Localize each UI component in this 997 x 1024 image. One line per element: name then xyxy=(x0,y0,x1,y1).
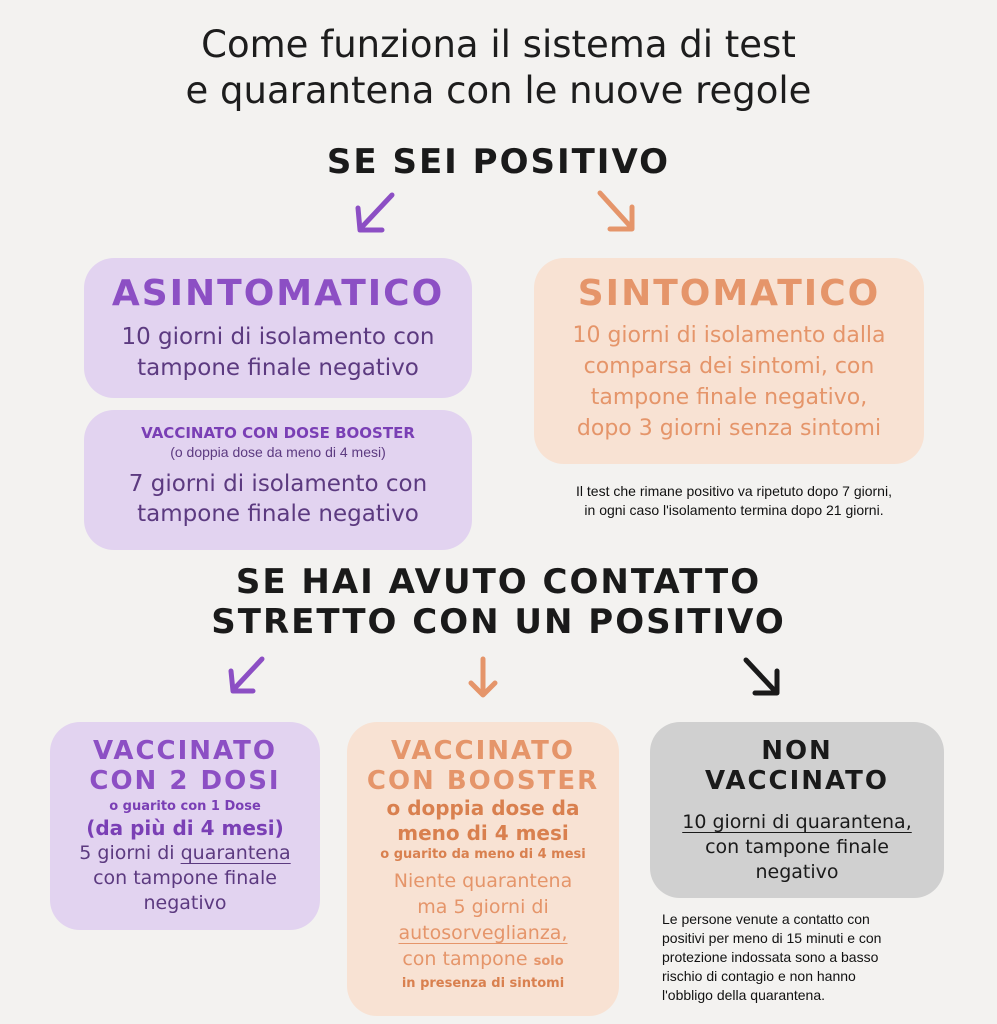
asymptomatic-box xyxy=(84,258,472,398)
booster-contact-line-4-pre: con tampone xyxy=(402,948,534,970)
title-line-1: Come funziona il sistema di test xyxy=(201,23,796,66)
booster-isolation-line-2: tampone finale negativo xyxy=(137,501,419,527)
contact-heading-line-1: SE HAI AVUTO CONTATTO xyxy=(235,562,762,602)
symptomatic-line-3: tampone finale negativo, xyxy=(590,385,868,410)
positive-note-line-2: in ogni caso l'isolamento termina dopo 21 giorni. xyxy=(584,502,884,518)
booster-contact-sub-1: o doppia dose da xyxy=(386,796,580,820)
two-doses-line-1-underlined: quarantena xyxy=(180,842,291,864)
contact-heading xyxy=(0,562,997,642)
contact-heading-line-2: STRETTO CON UN POSITIVO xyxy=(211,602,786,642)
two-doses-small: o guarito con 1 Dose xyxy=(109,799,261,814)
unvaccinated-line-1: 10 giorni di quarantena, xyxy=(682,811,912,833)
title-line-2: e quarantena con le nuove regole xyxy=(185,69,812,112)
booster-isolation-subtitle: (o doppia dose da meno di 4 mesi) xyxy=(170,444,386,460)
arrow-down-left-icon xyxy=(352,190,402,240)
contact-note xyxy=(662,910,952,1005)
unvaccinated-line-3: negativo xyxy=(755,861,839,883)
booster-contact-line-5: in presenza di sintomi xyxy=(401,976,565,991)
booster-isolation-line-1: 7 giorni di isolamento con xyxy=(128,471,428,497)
booster-contact-title-line-2: CON BOOSTER xyxy=(366,766,600,796)
symptomatic-title: SINTOMATICO xyxy=(577,273,881,314)
positive-note-line-1: Il test che rimane positivo va ripetuto dopo 7 giorni, xyxy=(576,483,892,499)
asymptomatic-line-2: tampone finale negativo xyxy=(137,355,419,381)
asymptomatic-title: ASINTOMATICO xyxy=(111,273,445,314)
arrow-down-icon xyxy=(466,655,500,701)
symptomatic-line-4: dopo 3 giorni senza sintomi xyxy=(576,416,882,441)
booster-isolation-box xyxy=(84,410,472,550)
booster-contact-line-4-bold: solo xyxy=(533,954,564,969)
two-doses-box xyxy=(50,722,320,930)
contact-note-line-3: protezione indossata sono a basso xyxy=(662,949,879,965)
booster-contact-small: o guarito da meno di 4 mesi xyxy=(380,847,586,862)
page-title xyxy=(0,22,997,114)
unvaccinated-line-2: con tampone finale xyxy=(705,836,889,858)
contact-note-line-5: l'obbligo della quarantena. xyxy=(662,987,826,1003)
booster-contact-line-2: ma 5 giorni di xyxy=(417,896,549,918)
arrow-down-right-icon xyxy=(740,656,784,700)
booster-contact-line-1: Niente quarantena xyxy=(393,870,573,892)
contact-note-line-2: positivi per meno di 15 minuti e con xyxy=(662,930,882,946)
unvaccinated-title-line-2: VACCINATO xyxy=(704,766,890,796)
booster-contact-title-line-1: VACCINATO xyxy=(390,736,576,766)
arrow-down-left-icon xyxy=(226,655,270,699)
two-doses-title-line-2: CON 2 DOSI xyxy=(89,766,281,796)
positive-note xyxy=(534,482,934,520)
booster-contact-sub-2: meno di 4 mesi xyxy=(397,821,569,845)
positive-heading: SE SEI POSITIVO xyxy=(326,142,671,182)
two-doses-bold: (da più di 4 mesi) xyxy=(86,816,284,840)
symptomatic-box xyxy=(534,258,924,464)
booster-contact-line-3: autosorveglianza, xyxy=(398,922,568,944)
two-doses-title-line-1: VACCINATO xyxy=(92,736,278,766)
booster-contact-box xyxy=(347,722,619,1016)
contact-note-line-4: rischio di contagio e non hanno xyxy=(662,968,856,984)
two-doses-line-3: negativo xyxy=(143,892,227,914)
unvaccinated-box xyxy=(650,722,944,898)
arrow-down-right-icon xyxy=(592,188,642,238)
two-doses-line-2: con tampone finale xyxy=(93,867,277,889)
contact-note-line-1: Le persone venute a contatto con xyxy=(662,911,870,927)
asymptomatic-line-1: 10 giorni di isolamento con xyxy=(121,324,435,350)
symptomatic-line-2: comparsa dei sintomi, con xyxy=(583,354,875,379)
two-doses-line-1 xyxy=(50,841,320,866)
symptomatic-line-1: 10 giorni di isolamento dalla xyxy=(572,323,886,348)
unvaccinated-title-line-1: NON xyxy=(761,736,833,766)
booster-contact-line-4 xyxy=(347,946,619,975)
booster-isolation-title: VACCINATO CON DOSE BOOSTER xyxy=(141,424,415,442)
two-doses-line-1-pre: 5 giorni di xyxy=(79,842,181,864)
